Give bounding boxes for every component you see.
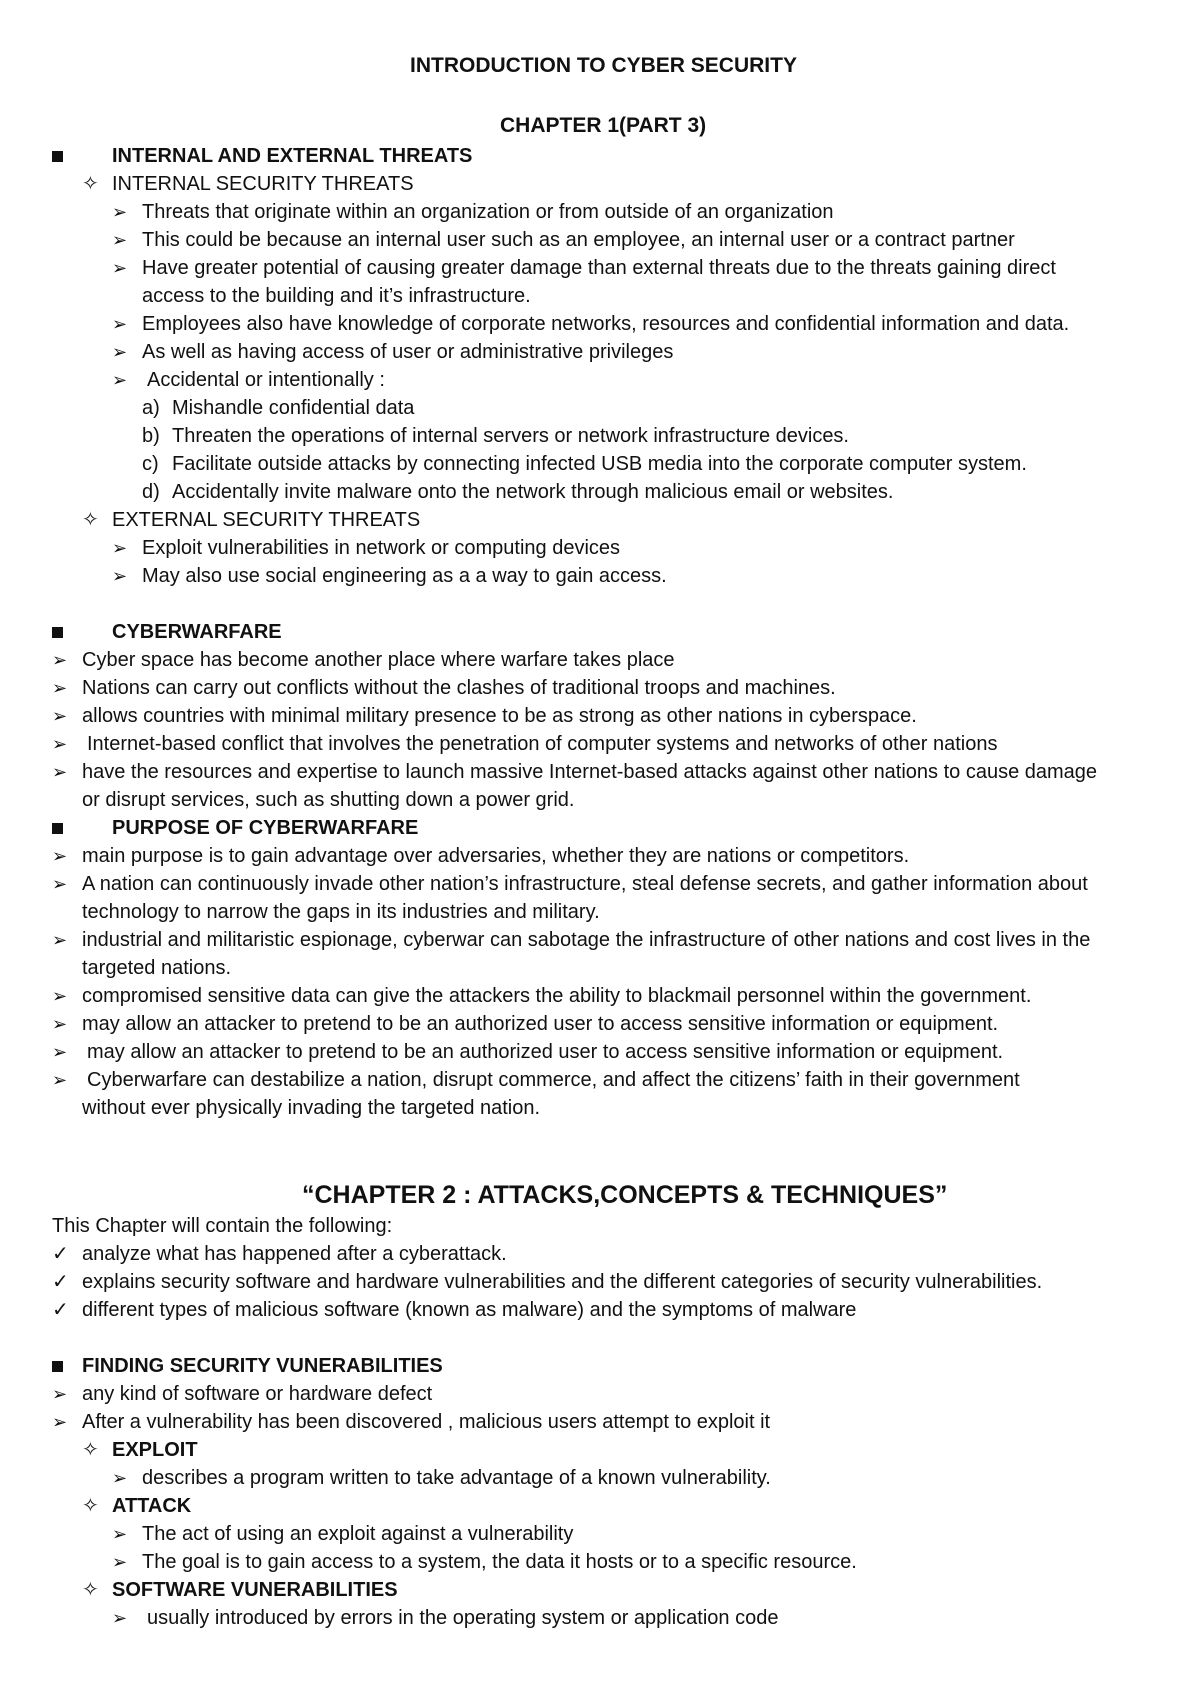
square-bullet-icon — [52, 1361, 63, 1372]
diamond-bullet-icon: ✧ — [82, 509, 99, 531]
arrow-bullet-icon: ➢ — [52, 762, 68, 782]
arrow-bullet-icon: ➢ — [112, 1524, 128, 1544]
arrow-bullet-icon: ➢ — [112, 566, 128, 586]
arrow-bullet-icon: ➢ — [52, 1042, 68, 1062]
subsection-heading: SOFTWARE VUNERABILITIES — [112, 1579, 398, 1601]
checkmark-icon: ✓ — [52, 1271, 69, 1293]
arrow-bullet-icon: ➢ — [52, 1412, 68, 1432]
diamond-bullet-icon: ✧ — [82, 173, 99, 195]
section-heading: PURPOSE OF CYBERWARFARE — [112, 817, 419, 839]
diamond-bullet-icon: ✧ — [82, 1495, 99, 1517]
list-item-continuation: or disrupt services, such as shutting down a power grid. — [82, 789, 575, 811]
subsection-heading: ATTACK — [112, 1495, 192, 1517]
arrow-bullet-icon: ➢ — [52, 734, 68, 754]
arrow-bullet-icon: ➢ — [112, 342, 128, 362]
subsection-heading: EXPLOIT — [112, 1439, 198, 1461]
arrow-bullet-icon: ➢ — [52, 650, 68, 670]
arrow-bullet-icon: ➢ — [52, 1384, 68, 1404]
chapter-intro: This Chapter will contain the following: — [52, 1215, 393, 1237]
arrow-bullet-icon: ➢ — [112, 202, 128, 222]
checkmark-icon: ✓ — [52, 1243, 69, 1265]
arrow-bullet-icon: ➢ — [52, 678, 68, 698]
checkmark-icon: ✓ — [52, 1299, 69, 1321]
square-bullet-icon — [52, 151, 63, 162]
subsection-heading: INTERNAL SECURITY THREATS — [112, 173, 414, 195]
arrow-bullet-icon: ➢ — [112, 1552, 128, 1572]
document-title: INTRODUCTION TO CYBER SECURITY — [410, 54, 797, 77]
arrow-bullet-icon: ➢ — [52, 930, 68, 950]
diamond-bullet-icon: ✧ — [82, 1579, 99, 1601]
arrow-bullet-icon: ➢ — [112, 538, 128, 558]
arrow-bullet-icon: ➢ — [52, 846, 68, 866]
arrow-bullet-icon: ➢ — [112, 258, 128, 278]
list-item-continuation: without ever physically invading the targeted nation. — [82, 1097, 541, 1119]
arrow-bullet-icon: ➢ — [112, 1468, 128, 1488]
arrow-bullet-icon: ➢ — [112, 230, 128, 250]
list-item-continuation: access to the building and it’s infrastructure. — [142, 285, 531, 307]
diamond-bullet-icon: ✧ — [82, 1439, 99, 1461]
arrow-bullet-icon: ➢ — [112, 370, 128, 390]
list-item-continuation: targeted nations. — [82, 957, 231, 979]
arrow-bullet-icon: ➢ — [112, 314, 128, 334]
list-item-continuation: technology to narrow the gaps in its industries and military. — [82, 901, 600, 923]
section-heading: CYBERWARFARE — [112, 621, 282, 643]
document-page: INTRODUCTION TO CYBER SECURITY CHAPTER 1(PART 3) INTERNAL AND EXTERNAL THREATS ✧ INTERNAL SECURITY THREATS ➢ Threats that originate within an organization or from outside of an organization ➢ This could be because an internal user such as an employee, an internal user or a contract partner ➢ Have greater potential of causing greater damage than external threats due to the threats gaining direct access to the building and it’s infrastructure. ➢ Employees also have knowledge of corporate networks, resources and confidential information and data. ➢ As well as having access of user or administrative privileges ➢ Accidental or intentionally : a) Mishandle confidential data b) Threaten the operations of internal servers or network infrastructure devices. c) Facilitate outside attacks by connecting infected USB media into the corporate computer system. d) Accidentally invite malware onto the network through malicious email or websites. ✧ EXTERNAL SECURITY THREATS ➢ Exploit vulnerabilities in network or computing devices ➢ May also use social engineering as a a way to gain access. CYBERWARFARE ➢ Cyber space has become another place where warfare takes place ➢ Nations can carry out conflicts without the clashes of traditional troops and machines. ➢ allows countries with minimal military presence to be as strong as other nations in cyberspace. ➢ Internet-based conflict that involves the penetration of computer systems and networks of other nations ➢ have the resources and expertise to launch massive Internet-based attacks against other nations to cause damage or disrupt services, such as shutting down a power grid. PURPOSE OF CYBERWARFARE ➢ main purpose is to gain advantage over adversaries, whether they are nations or competitors. ➢ A nation can continuously invade other nation’s infrastructure, steal defense secrets, and gather information about technology to narrow the gaps in its industries and military. ➢ industrial and militaristic espionage, cyberwar can sabotage the infrastructure of other nations and cost lives in the targeted nations. ➢ compromised sensitive data can give the attackers the ability to blackmail personnel within the government. ➢ may allow an attacker to pretend to be an authorized user to access sensitive information or equipment. ➢ may allow an attacker to pretend to be an authorized user to access sensitive information or equipment. ➢ Cyberwarfare can destabilize a nation, disrupt commerce, and affect the citizens’ faith in their government without ever physically invading the targeted nation. “CHAPTER 2 : ATTACKS,CONCEPTS & TECHNIQUES” This Chapter will contain the following: ✓ analyze what has happened after a cyberattack. ✓ explains security software and hardware vulnerabilities and the different categories of security vulnerabilities. ✓ different types of malicious software (known as malware) and the symptoms of malware FINDING SECURITY VUNERABILITIES ➢ any kind of software or hardware defect ➢ After a vulnerability has been discovered , malicious users attempt to exploit it ✧ EXPLOIT ➢ describes a program written to take advantage of a known vulnerability. ✧ ATTACK ➢ The act of using an exploit against a vulnerability ➢ The goal is to gain access to a system, the data it hosts or to a specific resource. ✧ SOFTWARE VUNERABILITIES ➢ usually introduced by errors in the operating system or application code — [0, 0, 1200, 1697]
subsection-heading: EXTERNAL SECURITY THREATS — [112, 509, 421, 531]
square-bullet-icon — [52, 627, 63, 638]
arrow-bullet-icon: ➢ — [52, 1014, 68, 1034]
arrow-bullet-icon: ➢ — [112, 1608, 128, 1628]
arrow-bullet-icon: ➢ — [52, 986, 68, 1006]
section-heading: INTERNAL AND EXTERNAL THREATS — [112, 145, 473, 167]
arrow-bullet-icon: ➢ — [52, 874, 68, 894]
arrow-bullet-icon: ➢ — [52, 1070, 68, 1090]
square-bullet-icon — [52, 823, 63, 834]
arrow-bullet-icon: ➢ — [52, 706, 68, 726]
section-heading: FINDING SECURITY VUNERABILITIES — [82, 1355, 443, 1377]
chapter-subtitle: CHAPTER 1(PART 3) — [500, 114, 707, 137]
chapter-2-heading: “CHAPTER 2 : ATTACKS,CONCEPTS & TECHNIQUES” — [302, 1181, 948, 1209]
